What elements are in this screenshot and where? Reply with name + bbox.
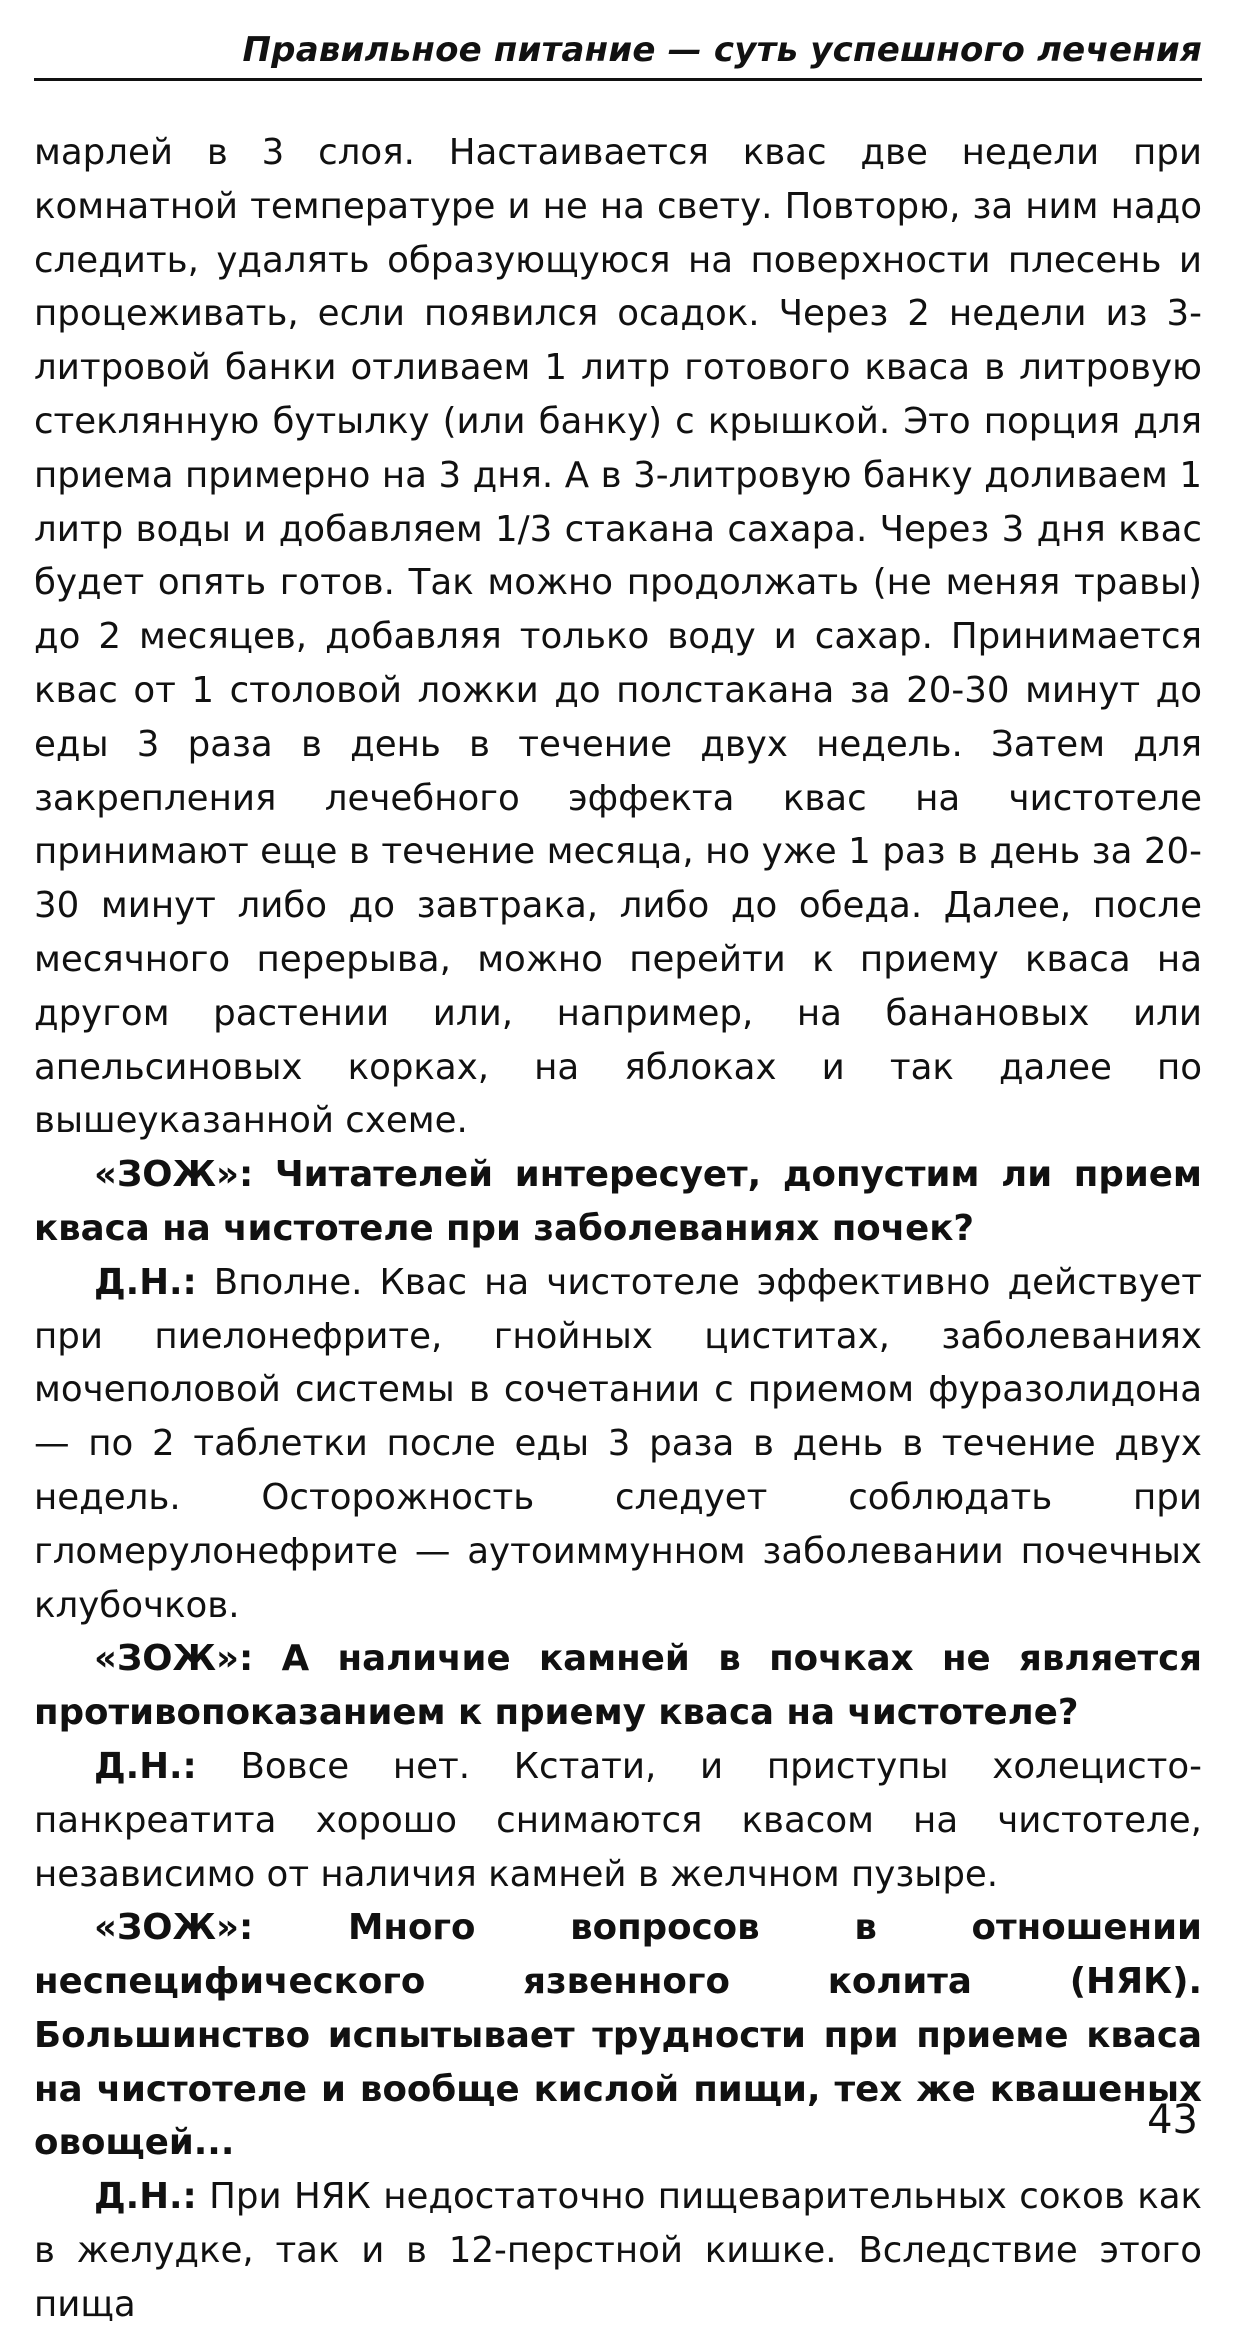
answer-text: Вовсе нет. Кстати, и приступы холецисто-панкреатита хорошо снимаются квасом на чистотеле, независимо от наличия камней в желчном пузыре.: [34, 1745, 1202, 1895]
answer-text: Вполне. Квас на чистотеле эффективно действует при пиелонефрите, гнойных циститах, заболеваниях мочеполовой системы в сочетании с приемом фуразолидона — по 2 таблетки после еды 3 раза в день в течение двух недель. Осторожность следует соблюдать при гломерулонефрите — аутоиммунном заболевании почечных клубочков.: [34, 1261, 1202, 1626]
body-text: [34, 126, 1202, 2332]
answer-text: При НЯК недостаточно пищеварительных соков как в желудке, так и в 12-перстной кишке. Вследствие этого пища: [34, 2176, 1202, 2325]
interview-answer: [34, 1740, 1202, 1901]
interview-question: «ЗОЖ»: Много вопросов в отношении неспецифического язвенного колита (НЯК). Большинство испытывает трудности при приеме кваса на чистотеле и вообще кислой пищи, тех же квашеных овощей...: [34, 1907, 1202, 2164]
speaker-label: Д.Н.:: [94, 2176, 197, 2218]
interview-answer: [34, 2170, 1202, 2331]
speaker-label: Д.Н.:: [94, 1745, 197, 1787]
interview-question: «ЗОЖ»: Читателей интересует, допустим ли прием кваса на чистотеле при заболеваниях почек?: [34, 1154, 1202, 1249]
paragraph-continuation: марлей в 3 слоя. Настаивается квас две недели при комнатной температуре и не на свету. Повторю, за ним надо следить, удалять образующуюся на поверхности плесень и процеживать, если появился осадок. Через 2 недели из 3-литровой банки отливаем 1 литр готового кваса в литровую стеклянную бутылку (или банку) с крышкой. Это порция для приема примерно на 3 дня. А в 3-литровую банку доливаем 1 литр воды и добавляем 1/3 стакана сахара. Через 3 дня квас будет опять готов. Так можно продолжать (не меняя травы) до 2 месяцев, добавляя только воду и сахар. Принимается квас от 1 столовой ложки до полстакана за 20-30 минут до еды 3 раза в день в течение двух недель. Затем для закрепления лечебного эффекта квас на чистотеле принимают еще в течение месяца, но уже 1 раз в день за 20-30 минут либо до завтрака, либо до обеда. Далее, после месячного перерыва, можно перейти к приему кваса на другом растении или, например, на банановых или апельсиновых корках, на яблоках и так далее по вышеуказанной схеме.: [34, 132, 1202, 1142]
running-header: Правильное питание — суть успешного лечения: [34, 28, 1202, 81]
page-number: 43: [1147, 2097, 1198, 2143]
speaker-label: Д.Н.:: [94, 1261, 197, 1303]
interview-answer: [34, 1256, 1202, 1633]
interview-question: «ЗОЖ»: А наличие камней в почках не является противопоказанием к приему кваса на чистотеле?: [34, 1638, 1202, 1734]
